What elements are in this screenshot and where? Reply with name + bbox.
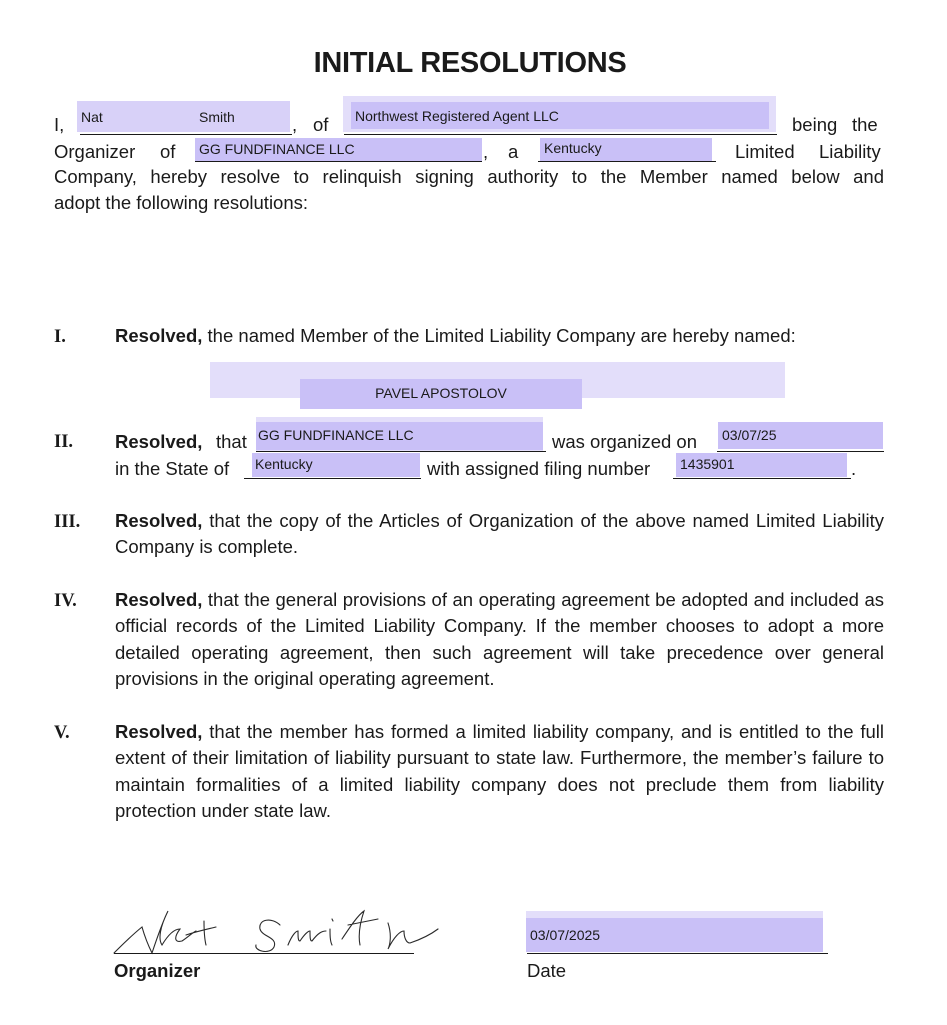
underline bbox=[344, 134, 777, 135]
resolution-text: that the member has formed a limited liability company, and is entitled to the full extent of their limitation of liability pursuant to state law. Furthermore, the member’s failure to maintain formalities of a limited liability company does not preclude them from liability protection under state law. bbox=[115, 721, 885, 821]
intro-word: being bbox=[792, 114, 838, 135]
filing-number-field[interactable]: 1435901 bbox=[676, 453, 847, 477]
resolution-3 bbox=[115, 508, 884, 561]
intro-word: Liability bbox=[819, 141, 881, 162]
resolution-lead: Resolved, bbox=[115, 589, 203, 610]
signature-date-field[interactable]: 03/07/2025 bbox=[526, 918, 823, 952]
intro-word: of bbox=[313, 114, 329, 135]
organizer-first-name: Nat bbox=[81, 109, 103, 125]
resolution-numeral: II. bbox=[54, 432, 74, 452]
page-title: INITIAL RESOLUTIONS bbox=[313, 47, 627, 79]
registered-agent-field[interactable]: Northwest Registered Agent LLC bbox=[351, 102, 769, 129]
resolution-numeral: III. bbox=[54, 512, 81, 532]
resolution-text: that bbox=[216, 431, 247, 452]
resolution-text: . bbox=[851, 458, 857, 479]
state-field[interactable]: Kentucky bbox=[540, 138, 712, 161]
date-line bbox=[527, 953, 828, 954]
company-name-field[interactable]: GG FUNDFINANCE LLC bbox=[195, 138, 482, 161]
resolution-numeral: IV. bbox=[54, 591, 77, 611]
signature-line bbox=[114, 953, 414, 954]
intro-word: , bbox=[483, 141, 489, 162]
resolution-4 bbox=[115, 587, 884, 692]
intro-word: Limited bbox=[735, 141, 795, 162]
resolution-5 bbox=[115, 719, 884, 824]
resolution-text: in the State of bbox=[115, 458, 230, 479]
organizer-name-field[interactable] bbox=[77, 101, 290, 132]
resolution-text: that the general provisions of an operating agreement be adopted and included as official records of the Limited Liability Company. If the member chooses to adopt a more detailed operating agreement, then such agreement will take precedence over general provisions in the original operating agreement. bbox=[115, 589, 884, 689]
intro-word: I, bbox=[54, 114, 65, 135]
resolution-lead: Resolved, bbox=[115, 325, 203, 346]
intro-line: Company, hereby resolve to relinquish signing authority to the Member named below and bbox=[54, 166, 884, 187]
underline bbox=[80, 134, 292, 135]
member-name-field[interactable]: PAVEL APOSTOLOV bbox=[300, 379, 582, 409]
resolution-lead: Resolved, bbox=[115, 721, 203, 742]
underline bbox=[244, 478, 421, 479]
intro-word: the bbox=[852, 114, 878, 135]
underline bbox=[256, 451, 546, 452]
intro-word: , bbox=[292, 114, 298, 135]
resolution-text: the named Member of the Limited Liability Company are hereby named: bbox=[207, 325, 796, 346]
underline bbox=[538, 161, 716, 162]
underline bbox=[673, 478, 851, 479]
intro-word: Organizer bbox=[54, 141, 136, 162]
intro-word: a bbox=[508, 141, 519, 162]
organizer-label: Organizer bbox=[114, 960, 201, 981]
organizer-last-name: Smith bbox=[199, 109, 235, 125]
date-label: Date bbox=[527, 960, 567, 981]
resolution-text: that the copy of the Articles of Organization of the above named Limited Liability Company is complete. bbox=[115, 510, 885, 558]
organizer-signature[interactable] bbox=[112, 905, 442, 957]
state-field-2[interactable]: Kentucky bbox=[252, 453, 420, 477]
underline bbox=[717, 451, 884, 452]
underline bbox=[195, 161, 482, 162]
intro-word: of bbox=[160, 141, 176, 162]
resolution-lead: Resolved, bbox=[115, 431, 203, 452]
resolution-numeral: V. bbox=[54, 723, 70, 743]
intro-line: adopt the following resolutions: bbox=[54, 192, 309, 213]
resolution-text: with assigned filing number bbox=[427, 458, 651, 479]
company-name-field-2[interactable]: GG FUNDFINANCE LLC bbox=[256, 422, 543, 450]
resolution-lead: Resolved, bbox=[115, 510, 203, 531]
resolution-text: was organized on bbox=[552, 431, 698, 452]
resolution-numeral: I. bbox=[54, 327, 66, 347]
resolution-1 bbox=[115, 323, 885, 349]
organized-date-field[interactable]: 03/07/25 bbox=[718, 422, 883, 449]
